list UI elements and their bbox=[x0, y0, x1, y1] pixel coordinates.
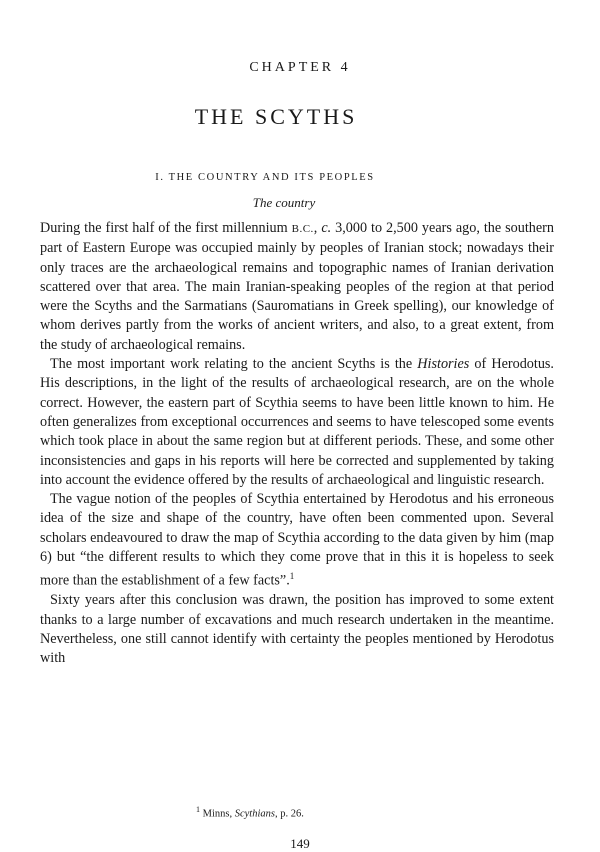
paragraph-2-text-c: of Herodotus. His descriptions, in the light of the results of archaeological research, are on the whole correct. However, the eastern part of Scythia seems to have been little known to him. He often generalizes from exceptional occurrences and seems to have telescoped some events which took place in about the same region but at different periods. These, and some other inconsistencies and gaps in his reports will here be corrected and supplemented by taking into account the evidence offered by the results of archaeological and linguistic research. bbox=[40, 356, 554, 488]
section-heading: I. THE COUNTRY AND ITS PEOPLES bbox=[155, 172, 375, 183]
footnote-reference[interactable]: 1 bbox=[289, 571, 295, 582]
footnote-source-title: Scythians bbox=[234, 808, 275, 820]
paragraph-1-text-e: 3,000 to 2,500 years ago, the southern part of Eastern Europe was occupied mainly by peoples of Iranian stock; nowadays their only traces are the archaeological remains and topographic names of Iranian derivation scattered over that area. The main Iranian-speaking peoples of the region at that period were the Scyths and the Sarmatians (Sauromatians in Greek spelling), our knowledge of whom derives partly from the works of ancient writers, and also, to a great extent, from the study of archaeological remains. bbox=[40, 220, 554, 353]
paragraph-2-text-a: The most important work relating to the ancient Scyths is the bbox=[50, 356, 418, 373]
paragraph-1-text-a: During the first half of the first millennium bbox=[40, 220, 292, 236]
footnote-text-c: , p. 26. bbox=[274, 808, 304, 820]
page-number: 149 bbox=[290, 836, 310, 851]
paragraph-1-text-c: , bbox=[313, 220, 322, 236]
circa-abbreviation: c. bbox=[321, 220, 332, 236]
histories-title: Histories bbox=[417, 356, 470, 373]
paragraph-1 bbox=[40, 219, 554, 355]
chapter-title: THE SCYTHS bbox=[194, 104, 358, 129]
footnote-text-a: Minns, bbox=[200, 808, 235, 820]
paragraph-3 bbox=[40, 490, 554, 591]
paragraph-3-text: The vague notion of the peoples of Scythia entertained by Herodotus and his erroneous idea of the size and shape of the country, have often been commented upon. Several scholars endeavoured to draw the map of Scythia according to the data given by him (map 6) but “the different results to which they come prove that in this it is hopeless to seek more than the establishment of a few facts”. bbox=[40, 491, 554, 590]
paragraph-2 bbox=[40, 355, 554, 490]
subsection-heading: The country bbox=[252, 195, 316, 210]
body-text bbox=[40, 219, 554, 669]
era-abbreviation: B.C. bbox=[291, 223, 314, 235]
paragraph-4 bbox=[40, 591, 554, 668]
footnote-marker: 1 bbox=[196, 805, 200, 814]
chapter-label: CHAPTER 4 bbox=[249, 60, 351, 75]
paragraph-4-text: Sixty years after this conclusion was drawn, the position has improved to some extent thanks to a large number of excavations and much research undertaken in the meantime. Nevertheless, one still cannot identify with certainty the peoples mentioned by Herodotus with bbox=[40, 592, 554, 667]
